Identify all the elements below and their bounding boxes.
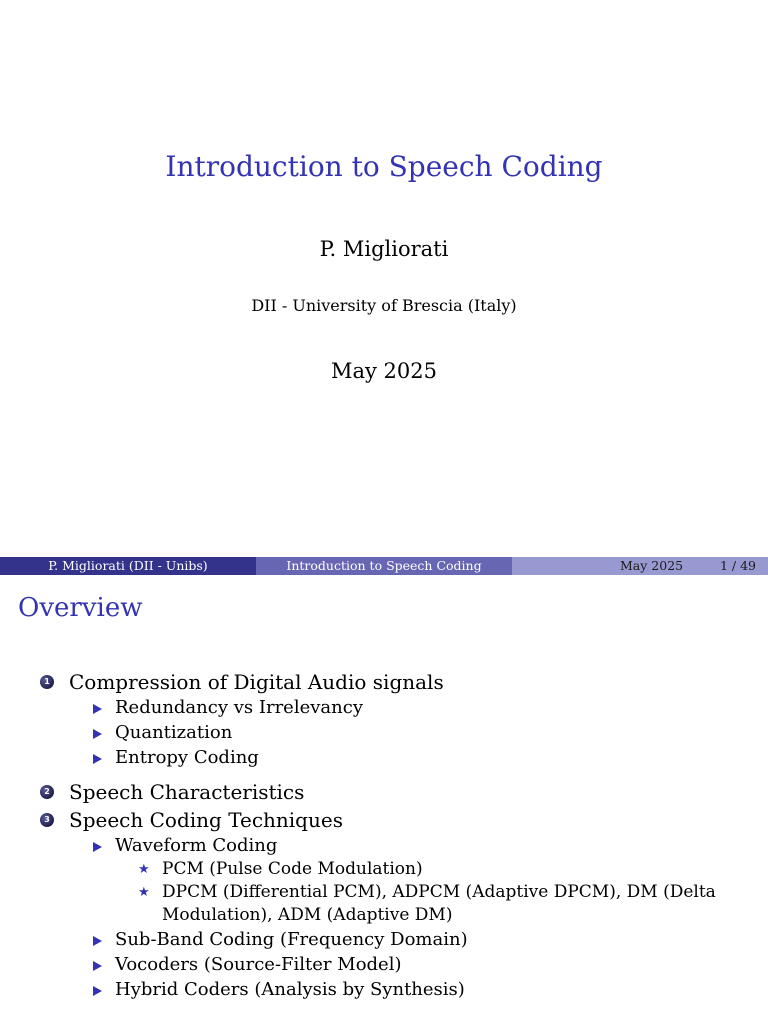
institute: DII - University of Brescia (Italy): [251, 296, 517, 315]
subsection-list: [40, 833, 740, 1002]
overview-slide: [0, 575, 768, 1024]
subsubsection-label: PCM (Pulse Code Modulation): [162, 859, 423, 879]
section-label: Speech Coding Techniques: [69, 808, 343, 832]
subsection-label: Entropy Coding: [115, 747, 259, 768]
footer-title: Introduction to Speech Coding: [256, 557, 512, 575]
subsection-label: Waveform Coding: [115, 835, 278, 856]
spacer: [40, 770, 740, 779]
toc-subsection[interactable]: [115, 745, 740, 770]
presentation-title: Introduction to Speech Coding: [165, 150, 603, 183]
toc-subsection[interactable]: [115, 833, 740, 927]
toc-subsection[interactable]: [115, 695, 740, 720]
presentation-date: May 2025: [330, 359, 437, 383]
subsection-label: Hybrid Coders (Analysis by Synthesis): [115, 979, 465, 1000]
frame-title: Overview: [18, 593, 143, 623]
triangle-bullet-icon: [93, 961, 102, 971]
subsection-label: Sub-Band Coding (Frequency Domain): [115, 929, 468, 950]
subsection-label: Vocoders (Source-Filter Model): [115, 954, 402, 975]
triangle-bullet-icon: [93, 754, 102, 764]
subsubsection-list: [115, 858, 740, 927]
footer-date: May 2025: [620, 558, 684, 573]
toc-subsection[interactable]: [115, 927, 740, 952]
footer-bar: [0, 557, 768, 575]
toc-subsection[interactable]: [115, 977, 740, 1002]
footer-page-number: 1 / 49: [719, 558, 756, 573]
footer-right: [512, 557, 768, 575]
triangle-bullet-icon: [93, 704, 102, 714]
triangle-bullet-icon: [93, 729, 102, 739]
toc-subsection[interactable]: [115, 720, 740, 745]
toc-subsubsection[interactable]: [138, 858, 740, 881]
toc-section[interactable]: [40, 669, 740, 770]
toc-subsubsection[interactable]: [138, 881, 740, 927]
subsubsection-label: DPCM (Differential PCM), ADPCM (Adaptive DPCM), DM (Delta Modulation), ADM (Adaptive DM): [162, 882, 716, 925]
subsection-label: Redundancy vs Irrelevancy: [115, 697, 363, 718]
toc-subsection[interactable]: [115, 952, 740, 977]
star-bullet-icon: ★: [138, 862, 150, 877]
author-name: P. Migliorati: [319, 237, 449, 261]
section-label: Compression of Digital Audio signals: [69, 670, 444, 694]
toc-section[interactable]: [40, 807, 740, 1002]
subsection-list: [40, 695, 740, 770]
footer-author: P. Migliorati (DII - Unibs): [0, 557, 256, 575]
section-number-ball-icon: 1: [40, 675, 54, 689]
triangle-bullet-icon: [93, 986, 102, 996]
section-number-ball-icon: 3: [40, 813, 54, 827]
toc-section[interactable]: [40, 779, 740, 805]
triangle-bullet-icon: [93, 936, 102, 946]
subsection-label: Quantization: [115, 722, 233, 743]
section-label: Speech Characteristics: [69, 780, 305, 804]
section-number-ball-icon: 2: [40, 785, 54, 799]
star-bullet-icon: ★: [138, 885, 150, 900]
triangle-bullet-icon: [93, 842, 102, 852]
table-of-contents: [40, 669, 740, 1002]
